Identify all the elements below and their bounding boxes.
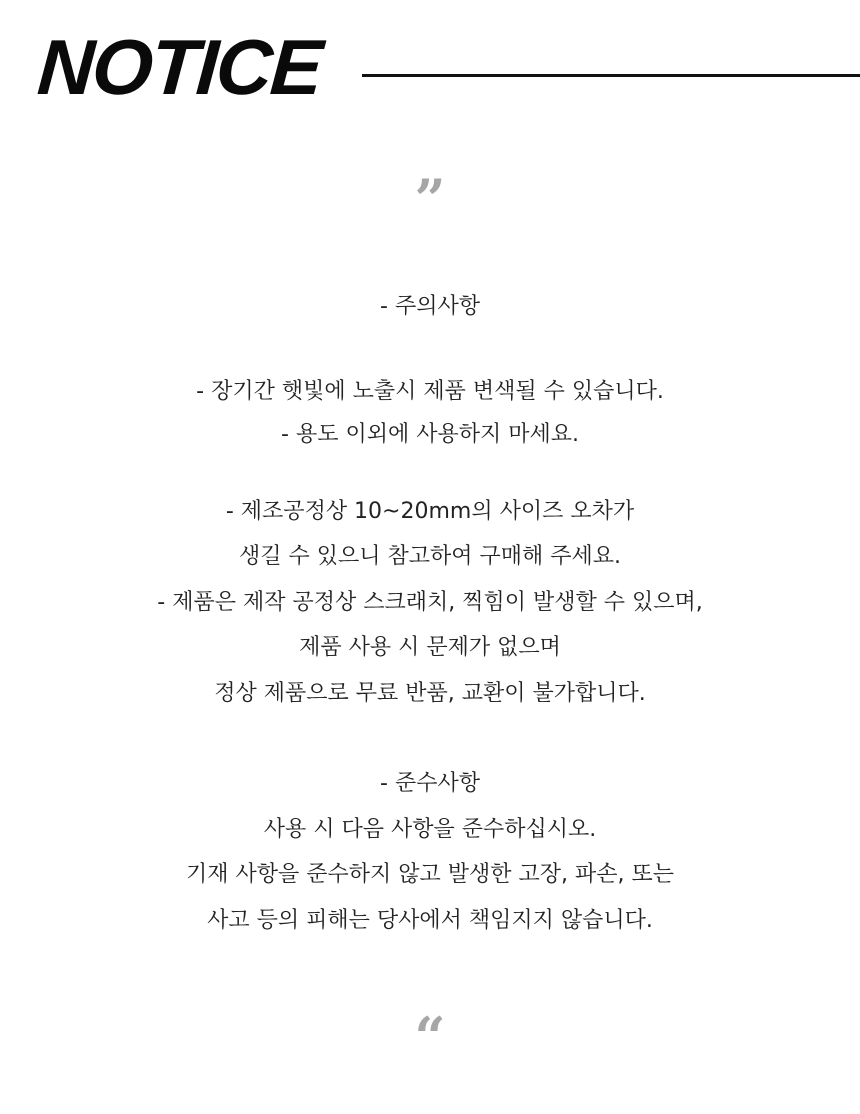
caution-line-scratch: - 제품은 제작 공정상 스크래치, 찍힘이 발생할 수 있으며, [157,590,703,615]
caution-line-no-return: 정상 제품으로 무료 반품, 교환이 불가합니다. [214,681,646,706]
caution-heading: - 주의사항 [380,294,480,319]
opening-quote-icon: “ [414,1005,446,1069]
notice-title: NOTICE [34,23,324,111]
compliance-heading: - 준수사항 [380,771,480,796]
compliance-line-1: 사용 시 다음 사항을 준수하십시오. [263,817,597,842]
caution-line-scratch-cont: 제품 사용 시 문제가 없으며 [299,635,561,660]
caution-line-sunlight: - 장기간 햇빛에 노출시 제품 변색될 수 있습니다. [196,379,664,404]
compliance-line-2: 기재 사항을 준수하지 않고 발생한 고장, 파손, 또는 [186,862,674,887]
compliance-line-3: 사고 등의 피해는 당사에서 책임지지 않습니다. [207,908,653,933]
caution-line-usage: - 용도 이외에 사용하지 마세요. [281,422,579,447]
closing-quote-icon: ” [414,167,446,231]
caution-line-size-tolerance-cont: 생길 수 있으니 참고하여 구매해 주세요. [239,544,621,569]
title-divider-line [362,74,860,77]
caution-line-size-tolerance: - 제조공정상 10~20mm의 사이즈 오차가 [225,499,635,524]
